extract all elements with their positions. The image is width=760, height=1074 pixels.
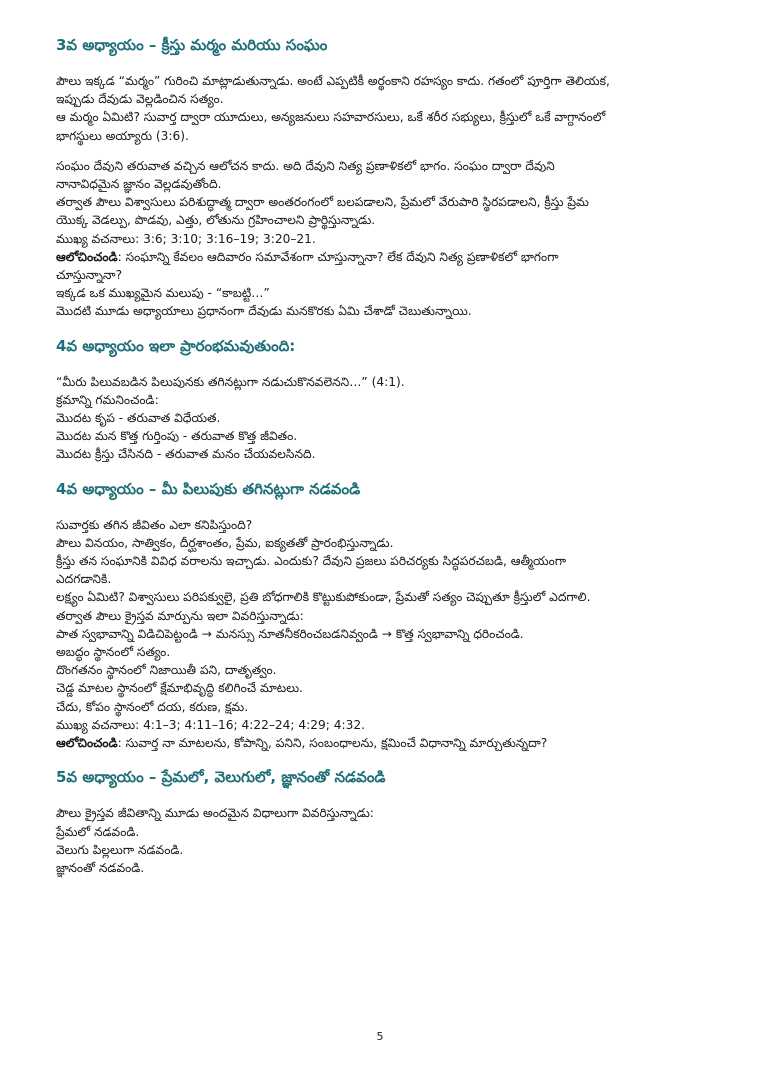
- text-line: మొదటి మూడు అధ్యాయాలు ప్రధానంగా దేవుడు మనకొరకు ఏమి చేశాడో చెబుతున్నాయి.: [56, 304, 472, 319]
- reflect-text: : సువార్త నా మాటలను, కోపాన్ని, పనిని, సంబంధాలను, క్షమించే విధానాన్ని మార్చుతున్నదా?: [117, 736, 548, 751]
- text-line: చేదు, కోపం స్థానంలో దయ, కరుణ, క్షమ.: [56, 699, 249, 714]
- text-line: ఇప్పుడు దేవుడు వెల్లడించిన సత్యం.: [56, 92, 224, 107]
- paragraph: [56, 804, 726, 877]
- text-line: ముఖ్య వచనాలు: 3:6; 3:10; 3:16–19; 3:20–21.: [56, 231, 316, 246]
- paragraph: [56, 373, 726, 464]
- text-line: పౌలు వినయం, సాత్వికం, దీర్ఘశాంతం, ప్రేమ, ఐక్యతతో ప్రారంభిస్తున్నాడు.: [56, 535, 394, 550]
- section-chapter-4-intro: [56, 335, 726, 464]
- text-line: వెలుగు పిల్లలుగా నడవండి.: [56, 842, 184, 857]
- text-line: లక్ష్యం ఏమిటి? విశ్వాసులు పరిపక్వులై, ప్రతి బోధగాలికి కొట్టుకుపోకుండా, ప్రేమతో సత్యం చెప్పుతూ క్రీస్తులో ఎదగాలి.: [56, 590, 591, 605]
- reflect-label: ఆలోచించండి: [56, 736, 118, 751]
- paragraph: [56, 516, 726, 753]
- paragraph: [56, 72, 726, 145]
- text-line: చూస్తున్నానా?: [56, 268, 123, 283]
- section-heading: 3వ అధ్యాయం – క్రీస్తు మర్మం మరియు సంఘం: [56, 36, 328, 54]
- section-chapter-5: [56, 766, 726, 877]
- reflect-label: ఆలోచించండి: [56, 249, 118, 264]
- text-line: ఇక్కడ ఒక ముఖ్యమైన మలుపు - “కాబట్టి…”: [56, 286, 270, 301]
- document-page: [56, 34, 726, 889]
- reflect-line: [56, 248, 726, 266]
- text-line: మొదట కృప - తరువాత విధేయత.: [56, 411, 221, 426]
- reflect-text: : సంఘాన్ని కేవలం ఆదివారం సమావేశంగా చూస్తున్నానా? లేక దేవుని నిత్య ప్రణాళికలో భాగంగా: [117, 249, 559, 264]
- section-heading: 5వ అధ్యాయం – ప్రేమలో, వెలుగులో, జ్ఞానంతో నడవండి: [56, 768, 386, 787]
- text-line: ముఖ్య వచనాలు: 4:1–3; 4:11–16; 4:22–24; 4:29; 4:32.: [56, 717, 365, 732]
- text-line: ప్రేమలో నడవండి.: [56, 824, 140, 839]
- text-line: పాత స్వభావాన్ని విడిచిపెట్టండి → మనస్సు నూతనీకరించబడనివ్వండి → కొత్త స్వభావాన్ని ధరించండి.: [56, 626, 524, 641]
- text-line: క్రమాన్ని గమనించండి:: [56, 392, 159, 407]
- text-line: దొంగతనం స్థానంలో నిజాయితీ పని, దాతృత్వం.: [56, 663, 277, 678]
- text-line: పౌలు ఇక్కడ “మర్మం” గురించి మాట్లాడుతున్నాడు. అంటే ఎప్పటికీ అర్థంకాని రహస్యం కాదు. గతంలో పూర్తిగా తెలియక,: [56, 74, 610, 88]
- text-line: “మీరు పిలువబడిన పిలుపునకు తగినట్లుగా నడుచుకొనవలెనని…” (4:1).: [56, 374, 405, 389]
- section-heading: 4వ అధ్యాయం – మీ పిలుపుకు తగినట్లుగా నడవండి: [56, 479, 361, 498]
- text-line: మొదట క్రీస్తు చేసినది - తరువాత మనం చేయవలసినది.: [56, 447, 316, 462]
- page-number: 5: [376, 1030, 384, 1043]
- section-chapter-3: [56, 34, 726, 321]
- paragraph: [56, 157, 726, 321]
- text-line: మొదట మన కొత్త గుర్తింపు - తరువాత కొత్త జీవితం.: [56, 429, 298, 444]
- text-line: జ్ఞానంతో నడవండి.: [56, 860, 145, 875]
- text-line: నానావిధమైన జ్ఞానం వెల్లడవుతోంది.: [56, 177, 222, 192]
- section-heading: 4వ అధ్యాయం ఇలా ప్రారంభమవుతుంది:: [56, 336, 296, 355]
- reflect-line: [56, 734, 726, 752]
- text-line: క్రీస్తు తన సంఘానికి వివిధ వరాలను ఇచ్చాడు. ఎందుకు? దేవుని ప్రజలు పరిచర్యకు సిద్ధపరచబడి, ఆత్మీయంగా: [56, 554, 567, 569]
- text-line: భాగస్థులు అయ్యారు (3:6).: [56, 128, 189, 143]
- text-line: సువార్తకు తగిన జీవితం ఎలా కనిపిస్తుంది?: [56, 517, 253, 532]
- text-line: తర్వాత పౌలు విశ్వాసులు పరిశుద్ధాత్మ ద్వారా అంతరంగంలో బలపడాలని, ప్రేమలో వేరుపారి స్థిరపడాలని, క్రీస్తు ప్రేమ: [56, 195, 589, 210]
- text-line: పౌలు క్రైస్తవ జీవితాన్ని మూడు అందమైన విధాలుగా వివరిస్తున్నాడు:: [56, 806, 374, 821]
- text-line: ఆ మర్మం ఏమిటి? సువార్త ద్వారా యూదులు, అన్యజనులు సహవారసులు, ఒకే శరీర సభ్యులు, క్రీస్తులో ఒకే వాగ్దానంలో: [56, 110, 606, 125]
- text-line: అబద్ధం స్థానంలో సత్యం.: [56, 645, 171, 660]
- text-line: తర్వాత పౌలు క్రైస్తవ మార్పును ఇలా వివరిస్తున్నాడు:: [56, 608, 304, 623]
- text-line: ఎదగడానికి.: [56, 572, 112, 587]
- text-line: యొక్క వెడల్పు, పొడవు, ఎత్తు, లోతును గ్రహించాలని ప్రార్థిస్తున్నాడు.: [56, 213, 376, 228]
- text-line: సంఘం దేవుని తరువాత వచ్చిన ఆలోచన కాదు. అది దేవుని నిత్య ప్రణాళికలో భాగం. సంఘం ద్వారా దేవుని: [56, 158, 555, 173]
- section-chapter-4: [56, 478, 726, 753]
- text-line: చెడ్డ మాటల స్థానంలో క్షేమాభివృద్ధి కలిగించే మాటలు.: [56, 681, 303, 696]
